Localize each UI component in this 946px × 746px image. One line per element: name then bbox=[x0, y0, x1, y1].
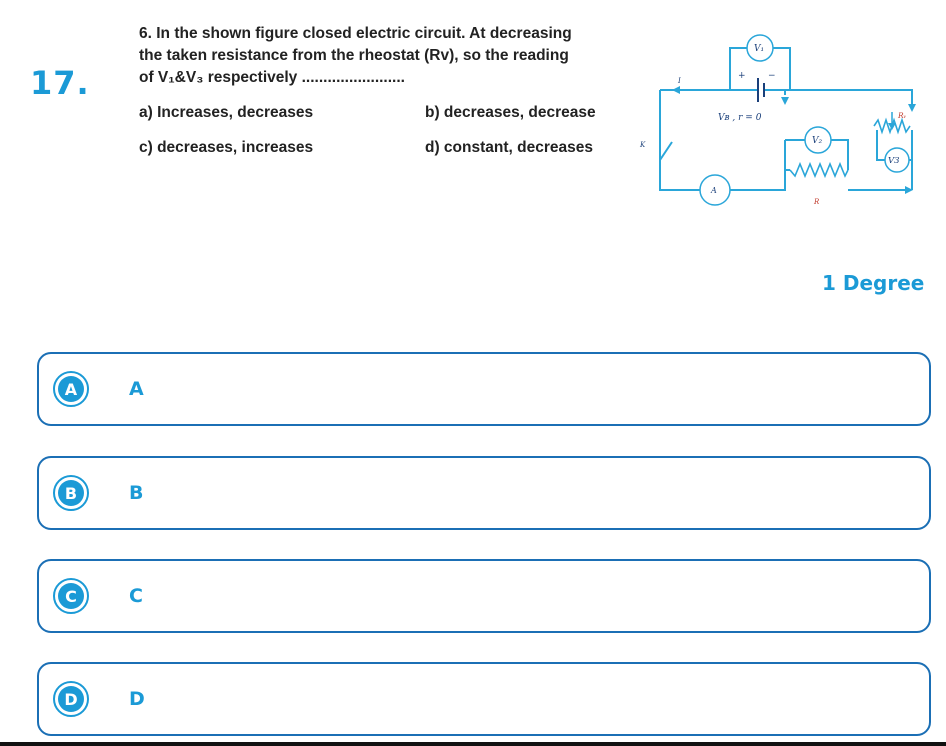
question-line-2: the taken resistance from the rheostat (Rv), so the reading bbox=[139, 47, 569, 64]
answer-choice-c[interactable] bbox=[37, 559, 931, 633]
battery-icon bbox=[758, 78, 764, 102]
choice-c-letter: C bbox=[58, 583, 84, 609]
answer-choice-a[interactable] bbox=[37, 352, 931, 426]
bottom-divider bbox=[0, 742, 946, 746]
choice-a-badge bbox=[53, 371, 89, 407]
choice-d-letter: D bbox=[58, 686, 84, 712]
choice-a-text: A bbox=[129, 378, 144, 400]
switch-icon bbox=[660, 142, 672, 160]
switch-label: K bbox=[640, 141, 646, 149]
choice-a-letter: A bbox=[58, 376, 84, 402]
plus-label: + bbox=[738, 71, 746, 81]
option-c-text: c) decreases, increases bbox=[139, 139, 314, 156]
choice-d-badge bbox=[53, 681, 89, 717]
ammeter-label: A bbox=[711, 186, 717, 195]
question-line-1: 6. In the shown figure closed electric circuit. At decreasing bbox=[139, 25, 572, 42]
rheostat-label: Rᵥ bbox=[898, 111, 907, 120]
minus-label: − bbox=[768, 71, 776, 81]
option-b-text: b) decreases, decrease bbox=[425, 104, 596, 121]
choice-b-letter: B bbox=[58, 480, 84, 506]
choice-d-text: D bbox=[129, 688, 145, 710]
choice-c-badge bbox=[53, 578, 89, 614]
choice-c-text: C bbox=[129, 585, 143, 607]
v3-label: V3 bbox=[888, 156, 900, 166]
resistor-label: R bbox=[814, 198, 820, 206]
battery-label: Vʙ , r = 0 bbox=[718, 113, 762, 123]
current-label: I bbox=[678, 77, 681, 85]
circuit-diagram bbox=[630, 20, 930, 220]
v1-label: V₁ bbox=[754, 44, 765, 54]
option-a-text: a) Increases, decreases bbox=[139, 104, 314, 121]
answer-choice-d[interactable] bbox=[37, 662, 931, 736]
resistor-icon bbox=[790, 164, 848, 176]
score-label: 1 Degree bbox=[822, 271, 925, 295]
choice-b-badge bbox=[53, 475, 89, 511]
v2-label: V₂ bbox=[812, 136, 823, 146]
question-line-3: of V₁&V₃ respectively ........................ bbox=[139, 69, 405, 86]
question-text bbox=[139, 23, 609, 89]
choice-b-text: B bbox=[129, 482, 144, 504]
question-number: 17. bbox=[30, 64, 90, 102]
answer-choice-b[interactable] bbox=[37, 456, 931, 530]
option-d-text: d) constant, decreases bbox=[425, 139, 593, 156]
